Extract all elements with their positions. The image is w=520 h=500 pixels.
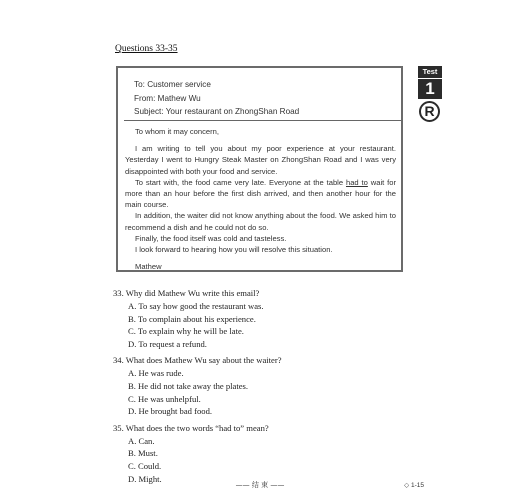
email-to: To: Customer service (134, 80, 211, 89)
email-signature: Mathew (135, 262, 162, 272)
test-tab-number: 1 (418, 79, 442, 99)
underlined-had-to: had to (345, 177, 368, 187)
option-a: A. He was rude. (128, 368, 184, 379)
email-paragraph-2 (125, 177, 396, 211)
email-paragraph-5: I look forward to hearing how you will resolve this situation. (135, 245, 333, 255)
page-number: ◇ 1-15 (404, 482, 424, 489)
email-from: From: Mathew Wu (134, 93, 201, 103)
email-paragraph-3: In addition, the waiter did not know anything about the food. We asked him to recommend a dish and he could not do so. (125, 211, 396, 232)
email-body (125, 126, 396, 272)
email-paragraph-4: Finally, the food itself was cold and tasteless. (135, 233, 287, 243)
option-a: A. To say how good the restaurant was. (128, 301, 264, 311)
questions-list (113, 287, 282, 489)
question-stem: 33. Why did Mathew Wu write this email? (113, 288, 260, 298)
section-title: Questions 33-35 (115, 44, 178, 54)
question-33 (113, 287, 282, 350)
question-stem: 35. What does the two words “had to” mean? (113, 422, 269, 433)
footer-end-marker: —— 结 束 —— (235, 481, 285, 489)
option-b: B. He did not take away the plates. (128, 380, 249, 391)
option-d: D. To request a refund. (128, 338, 207, 349)
option-c: C. He was unhelpful. (128, 393, 201, 404)
email-header (134, 78, 299, 119)
option-d: D. He brought bad food. (128, 406, 213, 417)
email-box (116, 66, 403, 272)
email-paragraph-2-end: wait for more than an hour before the first dish arrived, and then another hour for the main course. (125, 177, 396, 210)
option-a: A. Can. (128, 435, 155, 446)
reading-badge-icon: R (419, 101, 440, 122)
question-35 (113, 422, 282, 485)
email-greeting: To whom it may concern, (135, 127, 219, 136)
email-paragraph-1: I am writing to tell you about my poor experience at your restaurant. Yesterday I went to Hungry Steak Master on ZhongShan Road and I was very disappointed with both your food and service. (125, 144, 396, 176)
email-divider (124, 120, 401, 121)
question-34 (113, 354, 282, 417)
option-c: C. To explain why he will be late. (128, 326, 244, 337)
option-b: B. Must. (128, 448, 158, 459)
email-subject: Subject: Your restaurant on ZhongShan Road (134, 107, 300, 117)
option-c: C. Could. (128, 460, 162, 471)
email-paragraph-2-start: To start with, the food came very late. Everyone at the table (135, 177, 346, 187)
option-d: D. Might. (128, 473, 162, 484)
question-stem: 34. What does Mathew Wu say about the waiter? (113, 355, 282, 366)
test-tab-label: Test (418, 66, 442, 78)
option-b: B. To complain about his experience. (128, 313, 256, 324)
